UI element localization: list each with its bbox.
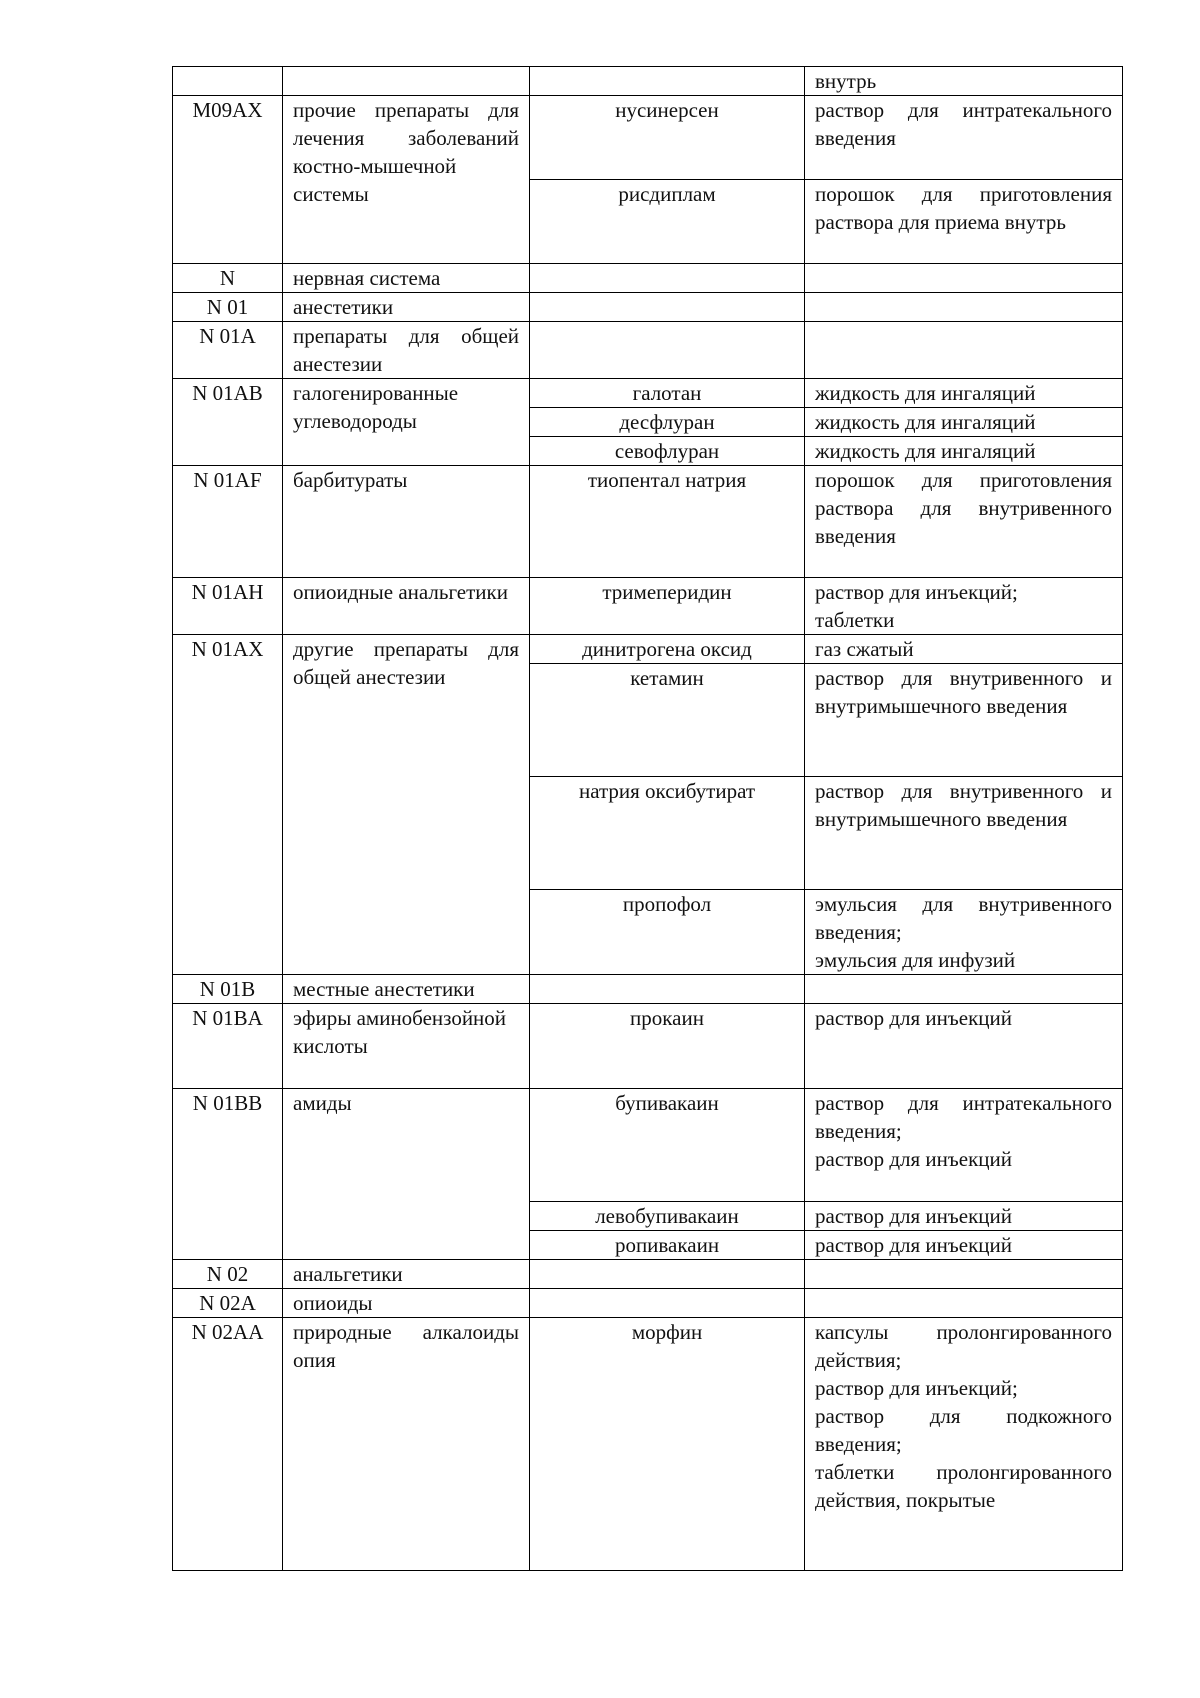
form-cell xyxy=(805,293,1123,322)
form-cell: газ сжатый xyxy=(805,635,1123,664)
table-row xyxy=(173,1260,1123,1289)
drug-cell: тримеперидин xyxy=(530,578,805,635)
group-cell: прочие препараты для лечения заболеваний костно-мышечной системы xyxy=(283,96,530,264)
dosage-form: раствор для интратекального введения; xyxy=(815,1091,1112,1143)
group-cell: другие препараты для общей анестезии xyxy=(283,635,530,975)
atc-code-cell: N 01BA xyxy=(173,1004,283,1089)
table-row xyxy=(173,975,1123,1004)
group-cell: анестетики xyxy=(283,293,530,322)
atc-code-cell xyxy=(173,67,283,96)
drug-cell xyxy=(530,67,805,96)
form-cell xyxy=(805,264,1123,293)
group-cell: местные анестетики xyxy=(283,975,530,1004)
drug-cell: пропофол xyxy=(530,890,805,975)
drug-cell: бупивакаин xyxy=(530,1089,805,1202)
table-row xyxy=(173,1004,1123,1089)
form-cell xyxy=(805,1318,1123,1571)
group-cell xyxy=(283,67,530,96)
table-row xyxy=(173,1289,1123,1318)
drug-cell: рисдиплам xyxy=(530,180,805,264)
atc-code-cell: N 01AX xyxy=(173,635,283,975)
atc-code-cell: N 01AB xyxy=(173,379,283,466)
drug-cell: кетамин xyxy=(530,664,805,777)
form-cell xyxy=(805,1260,1123,1289)
table-row xyxy=(173,466,1123,578)
atc-code-cell: N 02 xyxy=(173,1260,283,1289)
atc-code-cell: N 01 xyxy=(173,293,283,322)
dosage-form: таблетки xyxy=(815,608,895,632)
drug-cell: тиопентал натрия xyxy=(530,466,805,578)
drug-cell xyxy=(530,322,805,379)
table-row xyxy=(173,379,1123,408)
drug-cell xyxy=(530,293,805,322)
drug-cell xyxy=(530,1289,805,1318)
group-cell: нервная система xyxy=(283,264,530,293)
table-row xyxy=(173,322,1123,379)
form-cell: раствор для инъекций xyxy=(805,1004,1123,1089)
form-cell: раствор для интратекального введения xyxy=(805,96,1123,180)
form-cell xyxy=(805,578,1123,635)
group-cell: барбитураты xyxy=(283,466,530,578)
drug-cell: натрия оксибутират xyxy=(530,777,805,890)
drug-cell: севофлуран xyxy=(530,437,805,466)
atc-code-cell: N xyxy=(173,264,283,293)
form-cell xyxy=(805,67,1123,96)
atc-code-cell: N 01B xyxy=(173,975,283,1004)
form-cell xyxy=(805,890,1123,975)
drug-cell: динитрогена оксид xyxy=(530,635,805,664)
group-cell: препараты для общей анестезии xyxy=(283,322,530,379)
drug-cell xyxy=(530,1260,805,1289)
drug-cell: нусинерсен xyxy=(530,96,805,180)
drug-list-table xyxy=(172,66,1123,1571)
dosage-form: капсулы пролонгированного действия; xyxy=(815,1320,1112,1372)
dosage-form: раствор для подкожного введения; xyxy=(815,1404,1112,1456)
form-cell xyxy=(805,1289,1123,1318)
form-cell xyxy=(805,975,1123,1004)
table-row xyxy=(173,293,1123,322)
drug-cell xyxy=(530,264,805,293)
drug-cell xyxy=(530,975,805,1004)
dosage-form: эмульсия для внутривенного введения; xyxy=(815,892,1112,944)
group-cell: галогенированные углеводороды xyxy=(283,379,530,466)
dosage-form: раствор для инъекций; xyxy=(815,1376,1018,1400)
form-cell: жидкость для ингаляций xyxy=(805,437,1123,466)
table-row xyxy=(173,1318,1123,1571)
form-cell: раствор для инъекций xyxy=(805,1231,1123,1260)
form-cell: порошок для приготовления раствора для внутривенного введения xyxy=(805,466,1123,578)
atc-code-cell: N 01AF xyxy=(173,466,283,578)
table-row xyxy=(173,635,1123,664)
drug-cell: левобупивакаин xyxy=(530,1202,805,1231)
atc-code-cell: N 02AA xyxy=(173,1318,283,1571)
drug-cell: галотан xyxy=(530,379,805,408)
atc-code-cell: N 01A xyxy=(173,322,283,379)
dosage-form: таблетки пролонгированного действия, покрытые xyxy=(815,1460,1112,1512)
form-cell: порошок для приготовления раствора для приема внутрь xyxy=(805,180,1123,264)
table-row xyxy=(173,96,1123,180)
dosage-form: раствор для инъекций; xyxy=(815,580,1018,604)
table-row xyxy=(173,1089,1123,1202)
atc-code-cell: N 01BB xyxy=(173,1089,283,1260)
drug-cell: десфлуран xyxy=(530,408,805,437)
group-cell: опиоидные анальгетики xyxy=(283,578,530,635)
form-cell: раствор для внутривенного и внутримышечного введения xyxy=(805,777,1123,890)
form-cell: жидкость для ингаляций xyxy=(805,408,1123,437)
group-label: эфиры аминобензойной кислоты xyxy=(293,1006,507,1058)
atc-code-cell: N 02A xyxy=(173,1289,283,1318)
group-cell: опиоиды xyxy=(283,1289,530,1318)
table-row xyxy=(173,67,1123,96)
drug-cell: прокаин xyxy=(530,1004,805,1089)
atc-code-cell: N 01AH xyxy=(173,578,283,635)
dosage-form: эмульсия для инфузий xyxy=(815,948,1016,972)
group-cell: природные алкалоиды опия xyxy=(283,1318,530,1571)
group-cell xyxy=(283,1004,530,1089)
form-cell xyxy=(805,1089,1123,1202)
dosage-form: раствор для инъекций xyxy=(815,1147,1012,1171)
form-cell xyxy=(805,322,1123,379)
group-cell: амиды xyxy=(283,1089,530,1260)
form-cell: раствор для инъекций xyxy=(805,1202,1123,1231)
drug-cell: ропивакаин xyxy=(530,1231,805,1260)
table-row xyxy=(173,264,1123,293)
group-cell: анальгетики xyxy=(283,1260,530,1289)
drug-cell: морфин xyxy=(530,1318,805,1571)
table-row xyxy=(173,578,1123,635)
dosage-form: внутрь xyxy=(815,69,877,93)
form-cell: раствор для внутривенного и внутримышечного введения xyxy=(805,664,1123,777)
form-cell: жидкость для ингаляций xyxy=(805,379,1123,408)
atc-code-cell: M09AX xyxy=(173,96,283,264)
